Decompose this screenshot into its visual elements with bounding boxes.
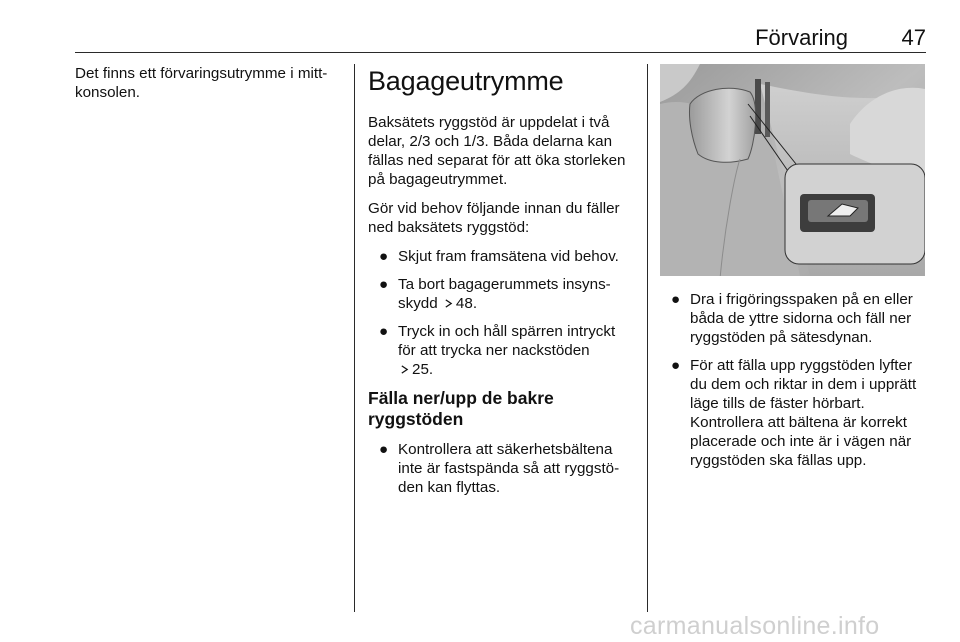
reference-arrow-icon — [400, 365, 409, 374]
column-middle — [368, 64, 634, 506]
paragraph-storage: Det finns ett förvaringsutrymme i mittkonsolen. — [75, 65, 328, 101]
list-item — [368, 247, 634, 266]
page-number: 47 — [901, 25, 926, 50]
bullet-icon: ● — [379, 276, 389, 293]
bullet-icon: ● — [379, 323, 389, 340]
list-item — [660, 290, 928, 347]
bullet-icon: ● — [671, 291, 681, 308]
watermark: carmanualsonline.info — [630, 612, 880, 640]
bullet-list-folding — [368, 440, 634, 497]
reference-arrow-icon — [444, 299, 453, 308]
paragraph-before-folding: Gör vid behov följande innan du fäller ned baksätets ryggstöd: — [368, 200, 620, 236]
paragraph-rear-seat-split: Baksätets ryggstöd är uppdelat i två delar, 2/3 och 1/3. Båda delarna kan fällas ned separat för att öka storleken på bagageutrymmet. — [368, 114, 626, 188]
list-item-text: Kontrollera att säkerhetsbältena inte är fastspända så att ryggstöden kan flyttas. — [398, 441, 620, 496]
section-title: Förvaring — [755, 25, 848, 50]
list-item — [368, 440, 634, 497]
column-right — [660, 64, 928, 479]
list-item-continuation: Kontrollera att bältena är korrekt placerade och inte är i vägen när ryggstöden ska fällas upp. — [690, 414, 912, 469]
list-item — [368, 275, 634, 313]
column-divider — [647, 64, 648, 612]
list-item-text: Skjut fram framsätena vid behov. — [398, 248, 619, 265]
seat-release-lever-illustration — [660, 64, 925, 276]
subheading-fold-backrests: Fälla ner/upp de bakre ryggstöden — [368, 388, 554, 429]
list-item-text: För att fälla upp ryggstöden lyfter du dem och riktar in dem i upprätt läge tills de fäster hörbart. — [690, 357, 917, 412]
list-item — [660, 356, 928, 470]
bullet-icon: ● — [379, 441, 389, 458]
column-left — [75, 64, 343, 112]
column-divider — [354, 64, 355, 612]
list-item — [368, 322, 634, 379]
heading-luggage-compartment: Bagageutrymme — [368, 66, 564, 96]
page-reference: 48. — [455, 295, 478, 312]
header-rule — [75, 52, 926, 53]
list-item-text: Ta bort bagagerummets insynsskydd — [398, 276, 611, 312]
list-item-text: Dra i frigöringsspaken på en eller båda de yttre sidorna och fäll ner ryggstöden på sätesdynan. — [690, 291, 913, 346]
bullet-list-fold-instructions — [660, 290, 928, 470]
bullet-icon: ● — [379, 248, 389, 265]
bullet-list-preparation — [368, 247, 634, 379]
list-item-text: Tryck in och håll spärren intryckt för att trycka ner nackstöden — [398, 323, 616, 359]
bullet-icon: ● — [671, 357, 681, 374]
page-reference: 25. — [412, 361, 434, 378]
